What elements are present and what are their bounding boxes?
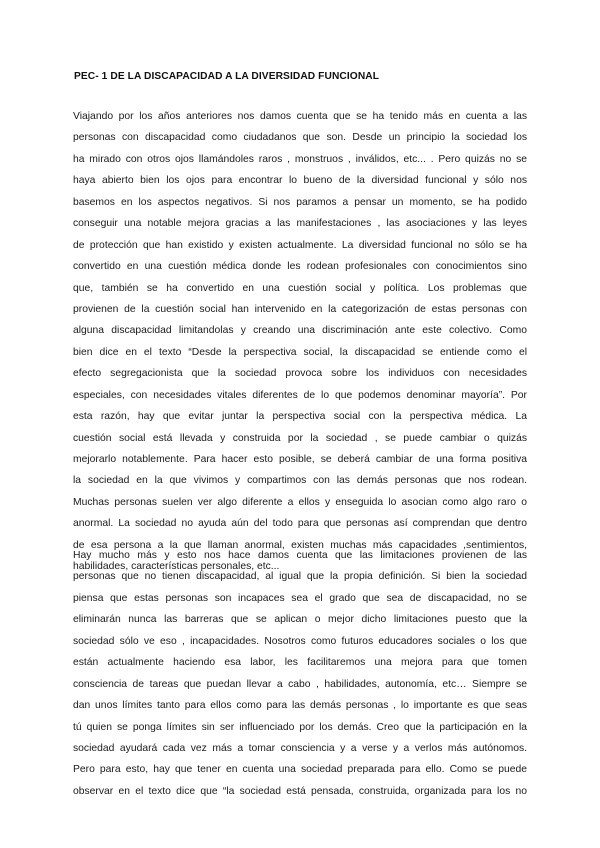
text-line: basemos en los aspectos negativos. Si nos paramos a pensar un momento, se ha podido: [73, 196, 527, 208]
paragraph-2: [73, 545, 527, 802]
text-line: conseguir una notable mejora gracias a las manifestaciones , las asociaciones y las leyes: [73, 218, 527, 230]
text-line: están actualmente haciendo esa labor, les facilitaremos una mejora para que tomen: [73, 657, 527, 669]
text-line: cuestión social está llevada y construida por la sociedad , se puede cambiar o quizás: [73, 432, 527, 444]
text-line: alguna discapacidad limitandolas y creando una discriminación ante este colectivo. Como: [73, 325, 527, 337]
paragraph-1: [73, 106, 527, 578]
text-line: de protección que han existido y existen actualmente. La diversidad funcional no sólo se ha: [73, 239, 527, 251]
text-line: consciencia de tareas que puedan llevar a cabo , habilidades, autonomía, etc… Siempre se: [73, 678, 527, 690]
text-line: Muchas personas suelen ver algo diferente a ellos y enseguida lo asocian como algo raro o: [73, 496, 527, 508]
text-line: piensa que estas personas son incapaces sea el grado que sea de discapacidad, no se: [73, 592, 527, 604]
text-line: efecto segregacionista que la sociedad provoca sobre los individuos con necesidades: [73, 368, 527, 380]
text-line: tú quien se ponga límites sin ser influenciado por los demás. Creo que la participación en la: [73, 721, 527, 733]
text-line: dan unos límites tanto para ellos como para las demás personas , lo importante es que seas: [73, 700, 527, 712]
text-line: personas que no tienen discapacidad, al igual que la propia definición. Si bien la sociedad: [73, 571, 527, 583]
text-line: provienen de la cuestión social han intervenido en la categorización de estas personas con: [73, 303, 527, 315]
text-line: eliminarán nunca las barreras que se aplican o mejor dicho limitaciones puesto que la: [73, 614, 527, 626]
text-line: ha mirado con otros ojos llamándoles raros , monstruos , inválidos, etc... . Pero quizás no se: [73, 153, 527, 165]
text-line: esta razón, hay que evitar juntar la perspectiva social con la perspectiva médica. La: [73, 411, 527, 423]
text-line: convertido en una cuestión médica donde les rodean profesionales con conocimientos sino: [73, 261, 527, 273]
text-line: observar en el texto dice que “la sociedad está pensada, construida, organizada para los no: [73, 785, 527, 797]
text-line: que, también se ha convertido en una cuestión social y política. Los problemas que: [73, 282, 527, 294]
text-line: sociedad ayudará cada vez más a tomar consciencia y a verse y a verlos más autónomos.: [73, 742, 527, 754]
text-line: anormal. La sociedad no ayuda aún del todo para que personas así comprendan que dentro: [73, 518, 527, 530]
text-line: personas con discapacidad como ciudadanos que son. Desde un principio la sociedad los: [73, 132, 527, 144]
text-line: haya abierto bien los ojos para encontrar lo bueno de la diversidad funcional y sólo nos: [73, 175, 527, 187]
text-line: especiales, con necesidades vitales diferentes de lo que podemos denominar mayoría”. Por: [73, 389, 527, 401]
text-line: de esa persona a la que llaman anormal, existen muchas más capacidades ,sentimientos,: [73, 539, 527, 551]
text-line: Viajando por los años anteriores nos damos cuenta que se ha tenido más en cuenta a las: [73, 111, 527, 122]
document-title: PEC- 1 DE LA DISCAPACIDAD A LA DIVERSIDAD FUNCIONAL: [74, 71, 380, 82]
text-line: mejorarlo notablemente. Para hacer esto posible, se deberá cambiar de una forma positiva: [73, 454, 527, 465]
text-line: sociedad sólo ve eso , incapacidades. Nosotros como futuros educadores sociales o los que: [73, 635, 527, 647]
text-line: Pero para esto, hay que tener en cuenta una sociedad preparada para ello. Como se puede: [73, 764, 527, 776]
text-line: la sociedad en la que vivimos y compartimos con las demás personas que nos rodean.: [73, 475, 527, 487]
text-line: bien dice en el texto “Desde la perspectiva social, la discapacidad se entiende como el: [73, 346, 527, 358]
text-line-last: habilidades, características personales, etc...: [73, 561, 280, 573]
text-line: Hay mucho más y esto nos hace damos cuenta que las limitaciones provienen de las: [73, 550, 527, 561]
